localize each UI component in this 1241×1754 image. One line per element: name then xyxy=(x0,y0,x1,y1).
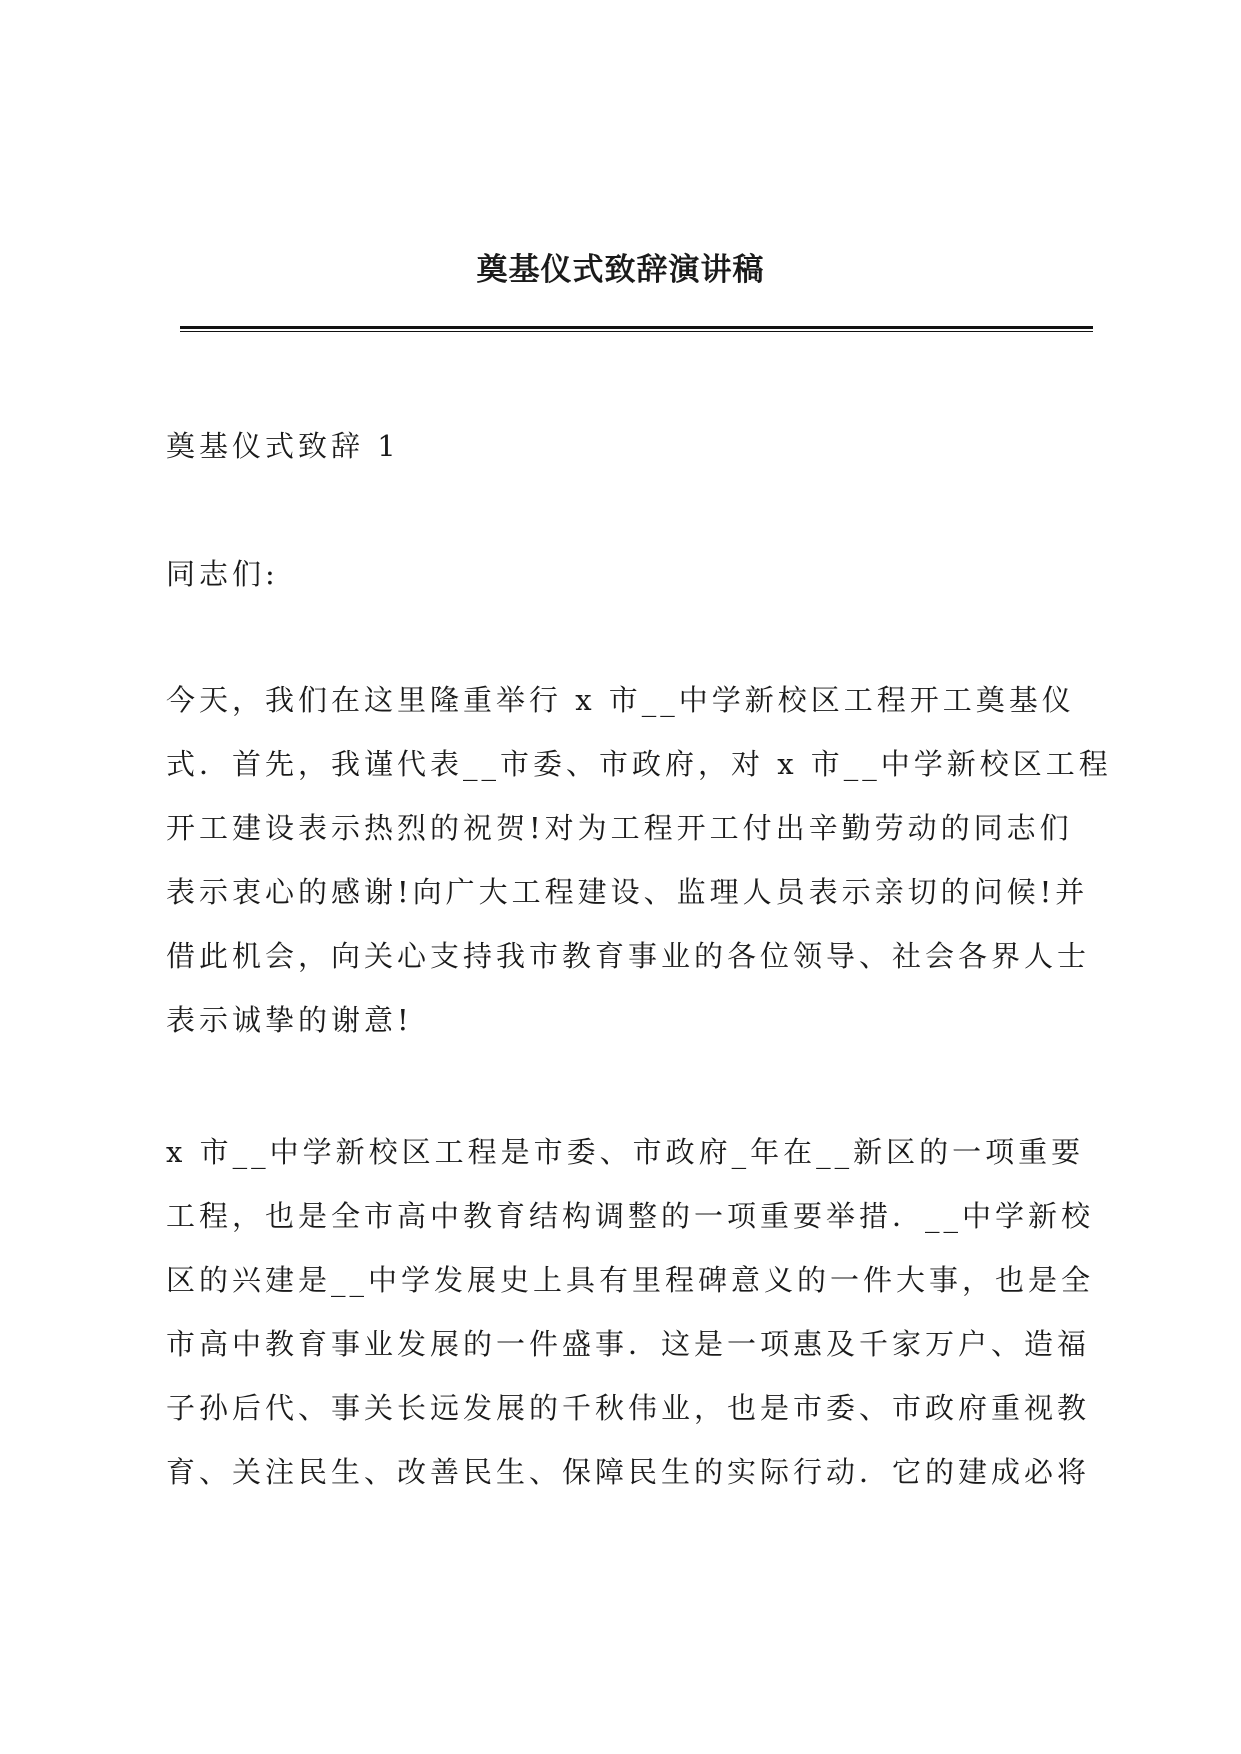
paragraph-2-line: 工程，也是全市高中教育结构调整的一项重要举措．__中学新校 xyxy=(166,1199,1095,1233)
document-title: 奠基仪式致辞演讲稿 xyxy=(476,252,765,288)
paragraph-2-line: 子孙后代、事关长远发展的千秋伟业，也是市委、市政府重视教 xyxy=(166,1391,1091,1425)
section-heading-text: 奠基仪式致辞 1 xyxy=(166,429,400,463)
paragraph-2-line: 育、关注民生、改善民生、保障民生的实际行动．它的建成必将 xyxy=(166,1455,1091,1489)
paragraph-1-line: 今天，我们在这里隆重举行 x 市__中学新校区工程开工奠基仪 xyxy=(166,683,1075,717)
paragraph-1-line: 开工建设表示热烈的祝贺!对为工程开工付出辛勤劳动的同志们 xyxy=(166,811,1073,845)
salutation-text: 同志们: xyxy=(166,557,279,591)
paragraph-1-line: 表示衷心的感谢!向广大工程建设、监理人员表示亲切的问候!并 xyxy=(166,875,1089,909)
paragraph-2 xyxy=(166,1120,1096,1504)
paragraph-1-line: 表示诚挚的谢意! xyxy=(166,1003,413,1037)
title-double-rule xyxy=(180,326,1093,332)
paragraph-1-line: 式．首先，我谨代表__市委、市政府，对 x 市__中学新校区工程 xyxy=(166,747,1112,781)
paragraph-2-line: 区的兴建是__中学发展史上具有里程碑意义的一件大事，也是全 xyxy=(166,1263,1095,1297)
paragraph-1 xyxy=(166,668,1112,1052)
salutation xyxy=(166,542,1096,606)
section-heading xyxy=(166,414,1096,478)
paragraph-2-line: x 市__中学新校区工程是市委、市政府_年在__新区的一项重要 xyxy=(166,1135,1085,1169)
paragraph-1-line: 借此机会，向关心支持我市教育事业的各位领导、社会各界人士 xyxy=(166,939,1091,973)
paragraph-2-line: 市高中教育事业发展的一件盛事．这是一项惠及千家万户、造福 xyxy=(166,1327,1091,1361)
